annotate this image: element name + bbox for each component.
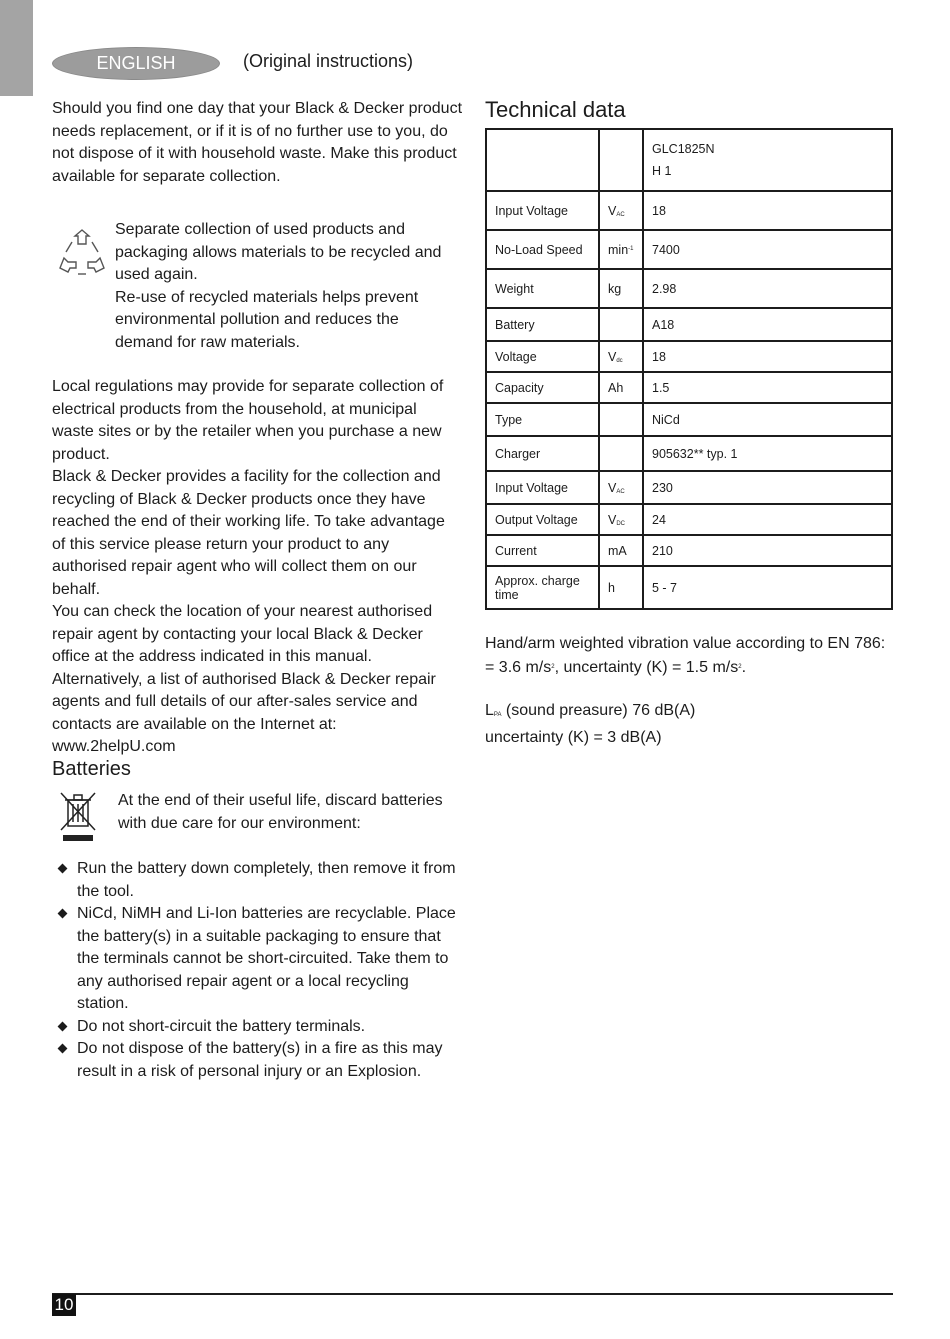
technical-data-table [485, 128, 893, 610]
table-header-row [486, 129, 892, 191]
spec-value: 2.98 [643, 269, 892, 308]
bullet-diamond-icon [58, 1021, 68, 1031]
table-row [486, 230, 892, 269]
crossed-bin-icon [58, 790, 98, 844]
spec-label: Weight [486, 269, 599, 308]
spec-unit: VDC [599, 504, 643, 535]
spec-unit: Vdc [599, 341, 643, 372]
language-badge [52, 47, 220, 80]
spec-value: 5 - 7 [643, 566, 892, 609]
spec-label: Capacity [486, 372, 599, 403]
table-row [486, 535, 892, 566]
spec-unit: h [599, 566, 643, 609]
recycle-text-1: Separate collection of used products and packaging allows materials to be recycled and used again. [115, 221, 442, 283]
spec-label: Output Voltage [486, 504, 599, 535]
spec-unit: kg [599, 269, 643, 308]
footer-rule [52, 1293, 893, 1295]
spec-value: 18 [643, 191, 892, 230]
model-type: H 1 [652, 164, 672, 178]
spec-value: A18 [643, 308, 892, 341]
collection-facility-paragraph: Black & Decker provides a facility for the collection and recycling of Black & Decker products once they have reached the end of their working life. To take advantage of this service please return your product to any authorised repair agent who will collect them on our behalf. [52, 468, 445, 598]
list-item: NiCd, NiMH and Li-Ion batteries are recyclable. Place the battery(s) in a suitable packaging to ensure that the terminals cannot be short-circuited. Take them to any authorised repair agent or a local recycling station. [52, 903, 462, 1016]
spec-value: 230 [643, 471, 892, 504]
spec-label: Voltage [486, 341, 599, 372]
spec-value: 7400 [643, 230, 892, 269]
spec-label: No-Load Speed [486, 230, 599, 269]
table-row [486, 566, 892, 609]
recycle-text-2: Re-use of recycled materials helps prevent environmental pollution and reduces the demand for raw materials. [115, 288, 419, 351]
sound-pressure-value: LPA (sound preasure) 76 dB(A) [485, 702, 696, 719]
spec-label: Current [486, 535, 599, 566]
table-row [486, 403, 892, 436]
bullet-diamond-icon [58, 909, 68, 919]
vibration-values: = 3.6 $m/s^2$, uncertainty (K) = 1.5 $m/s^2$. [485, 658, 747, 676]
original-instructions-label: (Original instructions) [243, 51, 414, 71]
recycle-note [115, 219, 460, 354]
spec-label: Charger [486, 436, 599, 471]
table-row [486, 436, 892, 471]
repair-agent-paragraph: You can check the location of your nearest authorised repair agent by contacting your local Black & Decker office at the address indicated in this manual. Alternatively, a list of authorised Black & Decker repair agents and full details of our after-sales service and contacts are available on the Internet at: www.2helpU.com [52, 603, 436, 755]
spec-unit: VAC [599, 191, 643, 230]
table-row [486, 471, 892, 504]
sound-pressure-note [485, 700, 905, 749]
bullet-diamond-icon [58, 864, 68, 874]
spec-label: Approx. charge time [486, 566, 599, 609]
spec-unit: $\min^{-1}$ [599, 230, 643, 269]
vibration-heading: Hand/arm weighted vibration value according to EN 786: [485, 635, 886, 652]
spec-unit [599, 436, 643, 471]
battery-instructions-list [52, 858, 462, 1083]
side-tab [0, 0, 33, 96]
sound-uncertainty: uncertainty (K) = 3 dB(A) [485, 728, 662, 746]
spec-label: Battery [486, 308, 599, 341]
table-row [486, 372, 892, 403]
batteries-heading: Batteries [52, 758, 131, 780]
table-row [486, 191, 892, 230]
spec-unit: Ah [599, 372, 643, 403]
spec-unit: mA [599, 535, 643, 566]
table-row [486, 308, 892, 341]
local-regulations-paragraph: Local regulations may provide for separate collection of electrical products from the household, at municipal waste sites or by the retailer when you purchase a new product. [52, 378, 444, 463]
spec-label: Type [486, 403, 599, 436]
spec-unit [599, 403, 643, 436]
disposal-paragraph: Should you find one day that your Black & Decker product needs replacement, or if it is of no further use to you, do not dispose of it with household waste. Make this product available for separate collection. [52, 100, 463, 185]
table-row [486, 504, 892, 535]
spec-value: 905632** typ. 1 [643, 436, 892, 471]
technical-data-heading: Technical data [485, 97, 626, 122]
spec-label: Input Voltage [486, 191, 599, 230]
spec-unit: VAC [599, 471, 643, 504]
model-name: GLC1825N [652, 142, 715, 156]
language-label: ENGLISH [96, 53, 176, 73]
list-item: Run the battery down completely, then remove it from the tool. [52, 858, 462, 903]
list-item: Do not short-circuit the battery terminals. [52, 1016, 462, 1039]
spec-value: 210 [643, 535, 892, 566]
table-row [486, 341, 892, 372]
list-item: Do not dispose of the battery(s) in a fire as this may result in a risk of personal injury or an Explosion. [52, 1038, 462, 1083]
spec-label: Input Voltage [486, 471, 599, 504]
spec-value: NiCd [643, 403, 892, 436]
bullet-diamond-icon [58, 1044, 68, 1054]
spec-value: 24 [643, 504, 892, 535]
batteries-intro: At the end of their useful life, discard batteries with due care for our environment: [118, 792, 443, 832]
page-number: 10 [52, 1294, 76, 1316]
spec-unit [599, 308, 643, 341]
table-row [486, 269, 892, 308]
spec-value: 1.5 [643, 372, 892, 403]
vibration-note [485, 633, 905, 679]
spec-value: 18 [643, 341, 892, 372]
recycle-icon [58, 228, 106, 276]
